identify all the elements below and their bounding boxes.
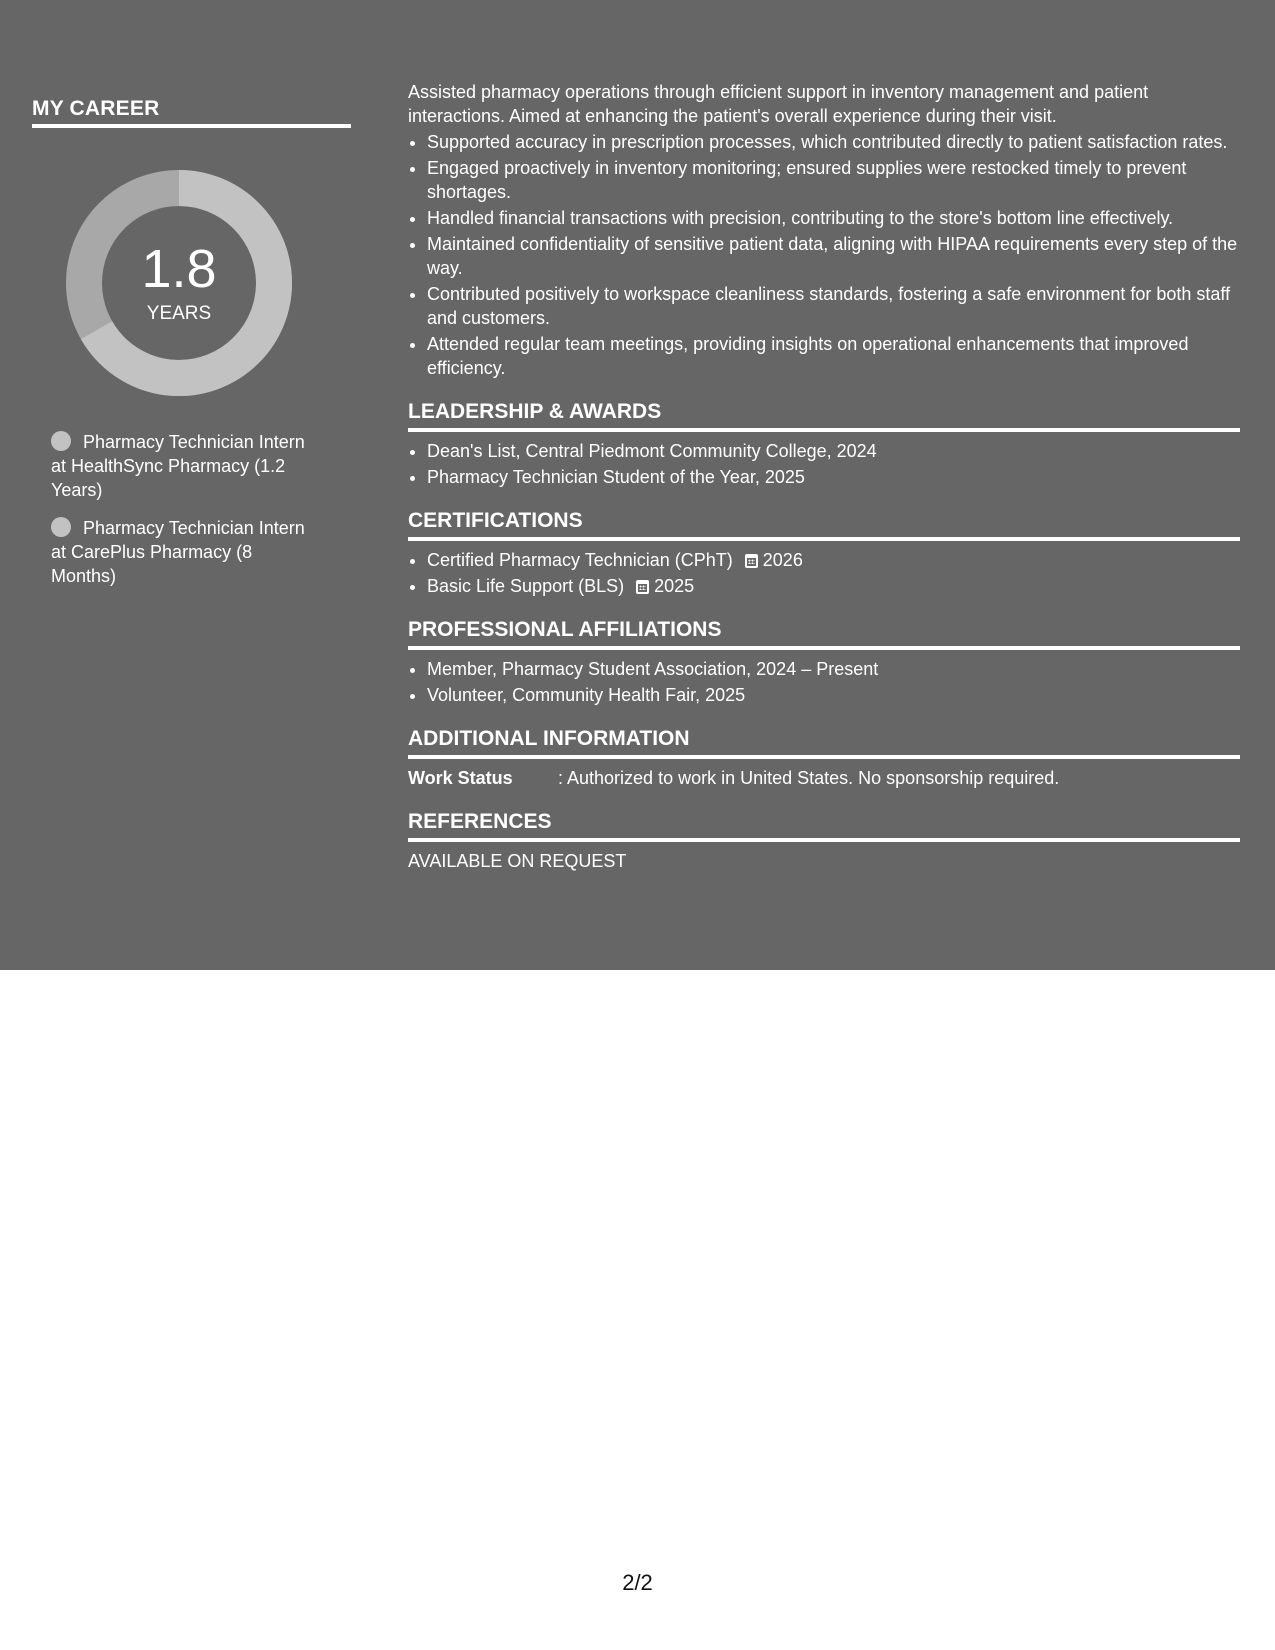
career-item-text: Pharmacy Technician Intern at CarePlus Pharmacy (8 Months) (51, 518, 305, 587)
certification-year: 2025 (654, 576, 695, 596)
work-status-value: : Authorized to work in United States. No sponsorship required. (558, 768, 1060, 788)
donut-center (66, 170, 292, 396)
career-list-item (51, 516, 321, 588)
experience-summary: Assisted pharmacy operations through efficient support in inventory management and patient interactions. Aimed at enhancing the patient's overall experience during their visit. (408, 82, 1149, 126)
page-number: 2/2 (622, 1570, 653, 1595)
bullet-dot-icon (51, 517, 71, 537)
affiliation-item: • Volunteer, Community Health Fair, 2025 (427, 683, 1240, 707)
work-status-row (408, 766, 1240, 790)
affiliations-title: PROFESSIONAL AFFILIATIONS (408, 618, 722, 641)
certification-year: 2026 (762, 550, 803, 570)
experience-bullet: • Contributed positively to workspace cleanliness standards, fostering a safe environment for both staff and customers. (427, 282, 1240, 330)
career-title: MY CAREER (32, 97, 160, 120)
bullet-dot-icon (51, 431, 71, 451)
experience-bullet: • Attended regular team meetings, providing insights on operational enhancements that improved efficiency. (427, 332, 1240, 380)
certification-item (427, 548, 1240, 572)
affiliation-item: • Member, Pharmacy Student Association, 2024 – Present (427, 657, 1240, 681)
references-title: REFERENCES (408, 810, 552, 833)
career-list (51, 430, 321, 588)
certification-item (427, 574, 1240, 598)
affiliations-list (408, 657, 1240, 707)
career-donut-chart (66, 170, 292, 396)
work-status-label: Work Status (408, 768, 513, 788)
experience-bullet: • Maintained confidentiality of sensitive patient data, aligning with HIPAA requirements every step of the way. (427, 232, 1240, 280)
leadership-item: • Pharmacy Technician Student of the Year, 2025 (427, 465, 1240, 489)
section-rule (408, 537, 1240, 541)
details-column (408, 80, 1240, 873)
experience-bullet: • Supported accuracy in prescription processes, which contributed directly to patient satisfaction rates. (427, 130, 1240, 154)
career-title-rule (32, 124, 351, 128)
career-item-text: Pharmacy Technician Intern at HealthSync Pharmacy (1.2 Years) (51, 432, 305, 501)
section-rule (408, 646, 1240, 650)
certifications-title: CERTIFICATIONS (408, 509, 583, 532)
leadership-item: • Dean's List, Central Piedmont Community College, 2024 (427, 439, 1240, 463)
certifications-list (408, 548, 1240, 598)
section-rule (408, 755, 1240, 759)
certification-name: Certified Pharmacy Technician (CPhT) (427, 550, 733, 570)
section-rule (408, 838, 1240, 842)
section-rule (408, 428, 1240, 432)
career-column (32, 96, 352, 602)
career-years-unit: YEARS (146, 303, 212, 325)
career-list-item (51, 430, 321, 502)
career-years-value: 1.8 (141, 239, 217, 300)
leadership-title: LEADERSHIP & AWARDS (408, 400, 662, 423)
experience-bullets (408, 130, 1240, 380)
certification-name: Basic Life Support (BLS) (427, 576, 625, 596)
experience-bullet: • Engaged proactively in inventory monitoring; ensured supplies were restocked timely to prevent shortages. (427, 156, 1240, 204)
leadership-list (408, 439, 1240, 489)
additional-info-title: ADDITIONAL INFORMATION (408, 727, 690, 750)
experience-bullet: • Handled financial transactions with precision, contributing to the store's bottom line effectively. (427, 206, 1240, 230)
calendar-icon (636, 580, 649, 594)
references-text: AVAILABLE ON REQUEST (408, 851, 627, 871)
calendar-icon (745, 554, 758, 568)
